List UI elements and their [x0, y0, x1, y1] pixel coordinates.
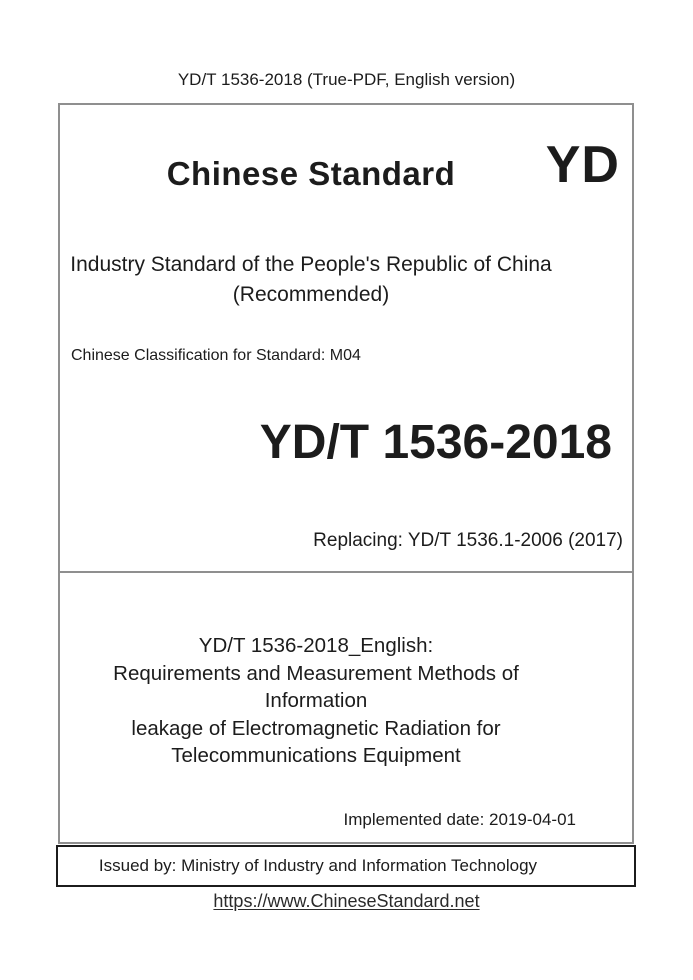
title-line-1: YD/T 1536-2018_English:	[198, 634, 434, 657]
title-line-2: Requirements and Measurement Methods of Information	[113, 661, 519, 712]
title-line-4: Telecommunications Equipment	[171, 744, 461, 767]
classification-line: Chinese Classification for Standard: M04	[71, 347, 361, 364]
standard-type-line: Industry Standard of the People's Republic of China	[70, 253, 552, 276]
implemented-date: Implemented date: 2019-04-01	[343, 810, 576, 829]
section-divider	[60, 571, 632, 573]
yd-logo: YD	[545, 136, 620, 194]
footer-link[interactable]: https://www.ChineseStandard.net	[213, 891, 480, 911]
cover-box	[58, 103, 634, 844]
page-header-title: YD/T 1536-2018 (True-PDF, English version)	[177, 70, 516, 89]
issuer-box	[56, 845, 636, 887]
issuer-text: Issued by: Ministry of Industry and Information Technology	[98, 856, 538, 875]
english-title-block	[60, 632, 572, 770]
title-line-3: leakage of Electromagnetic Radiation for	[131, 716, 501, 740]
brand-title: Chinese Standard	[166, 155, 456, 192]
replacing-line: Replacing: YD/T 1536.1-2006 (2017)	[313, 530, 623, 551]
standard-number: YD/T 1536-2018	[259, 416, 612, 469]
recommended-line: (Recommended)	[232, 283, 390, 306]
